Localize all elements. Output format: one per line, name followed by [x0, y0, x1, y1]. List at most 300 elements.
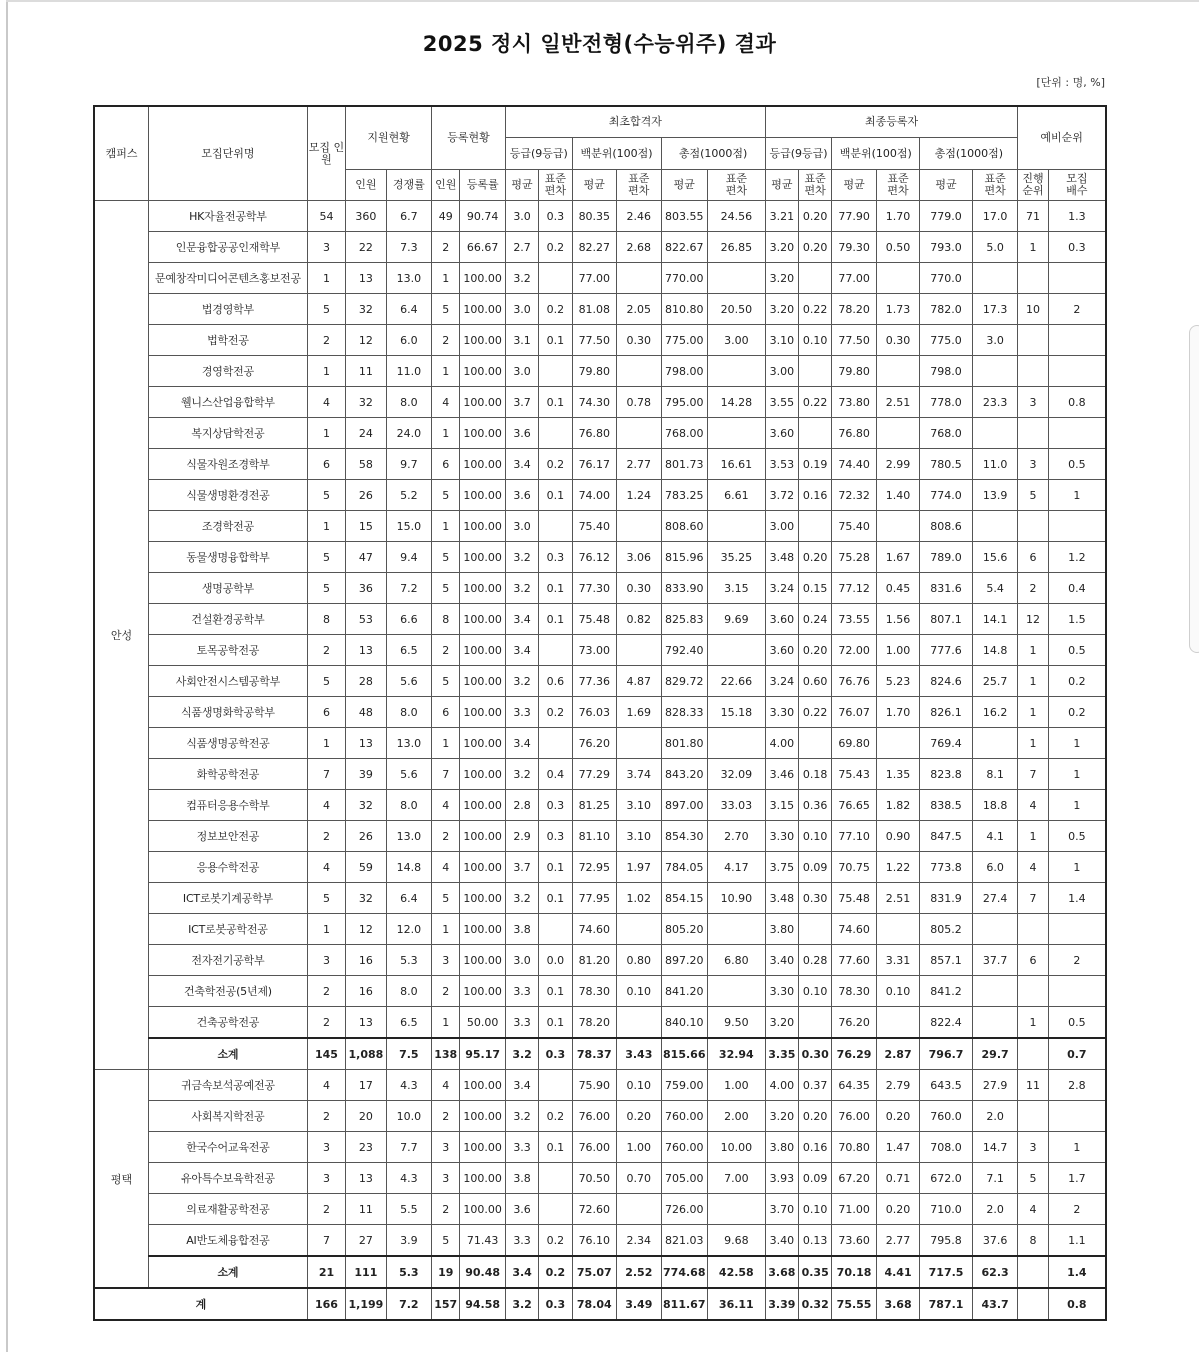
value-cell: 77.95 [572, 883, 616, 914]
value-cell: 854.15 [661, 883, 707, 914]
value-cell: 3.10 [617, 790, 661, 821]
value-cell: 100.00 [460, 697, 506, 728]
unit-name-cell: 의료재활공학전공 [149, 1194, 308, 1225]
value-cell: 3.2 [505, 1038, 538, 1070]
value-cell: 0.37 [799, 1070, 832, 1101]
value-cell: 3.4 [505, 1256, 538, 1288]
header-first-pct100: 백분위(100점) [572, 138, 661, 170]
value-cell: 0.10 [617, 1070, 661, 1101]
value-cell: 32 [346, 387, 386, 418]
value-cell: 71.00 [832, 1194, 876, 1225]
value-cell: 0.2 [539, 1256, 572, 1288]
value-cell: 28 [346, 666, 386, 697]
value-cell: 773.8 [920, 852, 973, 883]
value-cell: 8.0 [386, 697, 432, 728]
value-cell: 32.09 [708, 759, 766, 790]
value-cell: 14.28 [708, 387, 766, 418]
value-cell: 3 [432, 1163, 460, 1194]
value-cell: 3.60 [765, 418, 798, 449]
value-cell: 47 [346, 542, 386, 573]
value-cell: 1.73 [876, 294, 919, 325]
value-cell: 1 [432, 511, 460, 542]
value-cell: 3 [307, 232, 345, 263]
unit-name-cell: 경영학전공 [149, 356, 308, 387]
value-cell: 0.5 [1048, 449, 1106, 480]
header-final-pct100: 백분위(100점) [832, 138, 920, 170]
value-cell: 0.5 [1048, 635, 1106, 666]
value-cell: 3.0 [505, 511, 538, 542]
table-row [94, 1070, 1106, 1101]
value-cell [539, 1163, 572, 1194]
value-cell: 0.1 [539, 604, 572, 635]
value-cell: 2 [432, 821, 460, 852]
value-cell: 2.34 [617, 1225, 661, 1257]
value-cell: 0.3 [1048, 232, 1106, 263]
value-cell: 0.1 [539, 883, 572, 914]
header-sd: 표준 편차 [708, 170, 766, 201]
table-row [94, 697, 1106, 728]
unit-name-cell: 화학공학전공 [149, 759, 308, 790]
value-cell: 29.7 [972, 1038, 1018, 1070]
value-cell: 77.90 [832, 201, 876, 232]
header-first-total1000: 총점(1000점) [661, 138, 765, 170]
value-cell: 708.0 [920, 1132, 973, 1163]
value-cell: 825.83 [661, 604, 707, 635]
value-cell: 805.20 [661, 914, 707, 945]
value-cell: 672.0 [920, 1163, 973, 1194]
value-cell [708, 418, 766, 449]
value-cell: 3.1 [505, 325, 538, 356]
value-cell: 0.20 [617, 1101, 661, 1132]
header-reg-persons: 인원 [432, 170, 460, 201]
value-cell [876, 1007, 919, 1039]
value-cell: 73.60 [832, 1225, 876, 1257]
value-cell [972, 728, 1018, 759]
value-cell: 805.2 [920, 914, 973, 945]
value-cell: 2.7 [505, 232, 538, 263]
value-cell: 13 [346, 263, 386, 294]
value-cell: 3.70 [765, 1194, 798, 1225]
value-cell: 9.4 [386, 542, 432, 573]
value-cell: 3.80 [765, 914, 798, 945]
value-cell: 0.1 [539, 325, 572, 356]
table-row [94, 387, 1106, 418]
value-cell: 77.00 [572, 263, 616, 294]
value-cell [617, 511, 661, 542]
value-cell: 3.0 [505, 201, 538, 232]
unit-name-cell: 문예창작미디어콘텐츠홍보전공 [149, 263, 308, 294]
value-cell: 1.35 [876, 759, 919, 790]
value-cell: 2 [1048, 294, 1106, 325]
value-cell: 76.20 [832, 1007, 876, 1039]
value-cell: 22 [346, 232, 386, 263]
value-cell: 2.0 [972, 1101, 1018, 1132]
unit-name-cell: 토목공학전공 [149, 635, 308, 666]
results-table [93, 105, 1107, 1321]
value-cell: 0.6 [539, 666, 572, 697]
value-cell: 71 [1018, 201, 1048, 232]
value-cell: 13 [346, 1163, 386, 1194]
value-cell: 7 [307, 759, 345, 790]
value-cell: 11.0 [972, 449, 1018, 480]
value-cell: 81.10 [572, 821, 616, 852]
value-cell: 5 [432, 666, 460, 697]
header-first-grade9: 등급(9등급) [505, 138, 572, 170]
value-cell: 3.6 [505, 1194, 538, 1225]
value-cell: 5.3 [386, 945, 432, 976]
value-cell [876, 418, 919, 449]
value-cell: 7.2 [386, 573, 432, 604]
value-cell: 3.0 [972, 325, 1018, 356]
value-cell: 100.00 [460, 1070, 506, 1101]
value-cell: 6 [432, 449, 460, 480]
value-cell [617, 418, 661, 449]
value-cell: 75.48 [572, 604, 616, 635]
value-cell: 32 [346, 294, 386, 325]
table-row [94, 449, 1106, 480]
value-cell: 58 [346, 449, 386, 480]
value-cell [1048, 325, 1106, 356]
table-body [94, 201, 1106, 1321]
value-cell: 2.8 [505, 790, 538, 821]
value-cell [876, 263, 919, 294]
value-cell: 73.55 [832, 604, 876, 635]
value-cell [617, 1007, 661, 1039]
value-cell: 6.4 [386, 883, 432, 914]
table-row [94, 1163, 1106, 1194]
value-cell: 3.80 [765, 1132, 798, 1163]
value-cell: 778.0 [920, 387, 973, 418]
value-cell: 1.7 [1048, 1163, 1106, 1194]
value-cell: 795.00 [661, 387, 707, 418]
value-cell: 1.00 [617, 1132, 661, 1163]
value-cell: 100.00 [460, 356, 506, 387]
value-cell: 0.10 [799, 976, 832, 1007]
table-row [94, 232, 1106, 263]
value-cell: 2 [307, 976, 345, 1007]
value-cell: 2.77 [617, 449, 661, 480]
value-cell [799, 511, 832, 542]
value-cell: 3.4 [505, 635, 538, 666]
value-cell: 5 [307, 883, 345, 914]
table-row [94, 852, 1106, 883]
value-cell: 70.80 [832, 1132, 876, 1163]
value-cell: 23 [346, 1132, 386, 1163]
value-cell: 760.00 [661, 1132, 707, 1163]
value-cell: 1.40 [876, 480, 919, 511]
value-cell: 3.30 [765, 821, 798, 852]
value-cell: 0.30 [799, 1038, 832, 1070]
value-cell: 111 [346, 1256, 386, 1288]
value-cell [1018, 1288, 1048, 1320]
value-cell: 3.55 [765, 387, 798, 418]
value-cell: 3.75 [765, 852, 798, 883]
header-progress-rank: 진행 순위 [1018, 170, 1048, 201]
value-cell: 5 [307, 573, 345, 604]
value-cell: 66.67 [460, 232, 506, 263]
value-cell: 100.00 [460, 1132, 506, 1163]
value-cell: 1 [307, 511, 345, 542]
value-cell: 0.30 [876, 325, 919, 356]
value-cell [876, 914, 919, 945]
value-cell: 0.2 [539, 449, 572, 480]
value-cell: 1.24 [617, 480, 661, 511]
header-first-pass: 최초합격자 [505, 106, 765, 138]
value-cell: 0.5 [1048, 1007, 1106, 1039]
value-cell: 3.4 [505, 449, 538, 480]
value-cell: 5 [432, 883, 460, 914]
value-cell: 0.28 [799, 945, 832, 976]
value-cell: 3.6 [505, 480, 538, 511]
value-cell: 838.5 [920, 790, 973, 821]
value-cell: 1.00 [708, 1070, 766, 1101]
value-cell: 3.30 [765, 697, 798, 728]
value-cell: 78.30 [832, 976, 876, 1007]
value-cell: 3.35 [765, 1038, 798, 1070]
value-cell [1048, 418, 1106, 449]
value-cell: 7.1 [972, 1163, 1018, 1194]
value-cell: 4.3 [386, 1070, 432, 1101]
value-cell: 100.00 [460, 604, 506, 635]
table-row [94, 325, 1106, 356]
value-cell: 50.00 [460, 1007, 506, 1039]
value-cell: 6 [1018, 945, 1048, 976]
value-cell [1018, 1256, 1048, 1288]
value-cell: 810.80 [661, 294, 707, 325]
campus-cell: 안성 [94, 201, 149, 1070]
value-cell: 3 [432, 945, 460, 976]
value-cell: 3.20 [765, 263, 798, 294]
value-cell: 78.30 [572, 976, 616, 1007]
unit-name-cell: 법학전공 [149, 325, 308, 356]
value-cell: 1.70 [876, 201, 919, 232]
value-cell [799, 356, 832, 387]
header-apply: 지원현황 [346, 106, 432, 170]
value-cell: 0.82 [617, 604, 661, 635]
value-cell: 1 [1048, 790, 1106, 821]
value-cell: 8.1 [972, 759, 1018, 790]
value-cell [708, 1194, 766, 1225]
value-cell: 20 [346, 1101, 386, 1132]
value-cell: 3.2 [505, 1101, 538, 1132]
value-cell: 807.1 [920, 604, 973, 635]
value-cell: 5.0 [972, 232, 1018, 263]
value-cell: 77.60 [832, 945, 876, 976]
unit-name-cell: 건축학전공(5년제) [149, 976, 308, 1007]
unit-name-cell: 건축공학전공 [149, 1007, 308, 1039]
value-cell: 75.07 [572, 1256, 616, 1288]
value-cell: 1 [432, 1007, 460, 1039]
header-avg: 평균 [661, 170, 707, 201]
value-cell: 801.73 [661, 449, 707, 480]
value-cell [617, 356, 661, 387]
value-cell: 26 [346, 480, 386, 511]
value-cell: 1 [307, 418, 345, 449]
value-cell: 10 [1018, 294, 1048, 325]
value-cell: 840.10 [661, 1007, 707, 1039]
value-cell: 826.1 [920, 697, 973, 728]
value-cell: 5 [307, 542, 345, 573]
value-cell [799, 1007, 832, 1039]
value-cell: 3.8 [505, 914, 538, 945]
value-cell: 3.00 [765, 511, 798, 542]
header-register: 등록현황 [432, 106, 506, 170]
value-cell: 100.00 [460, 325, 506, 356]
value-cell: 1 [1018, 232, 1048, 263]
table-row [94, 1101, 1106, 1132]
value-cell [1048, 1101, 1106, 1132]
unit-name-cell: 응용수학전공 [149, 852, 308, 883]
value-cell: 4.87 [617, 666, 661, 697]
value-cell: 847.5 [920, 821, 973, 852]
value-cell: 1 [432, 356, 460, 387]
header-campus: 캠퍼스 [94, 106, 149, 201]
value-cell: 0.19 [799, 449, 832, 480]
value-cell: 1,199 [346, 1288, 386, 1320]
value-cell: 2 [307, 1101, 345, 1132]
value-cell: 0.10 [799, 325, 832, 356]
value-cell: 0.2 [1048, 666, 1106, 697]
value-cell: 70.50 [572, 1163, 616, 1194]
value-cell: 5 [307, 666, 345, 697]
value-cell: 3.43 [617, 1038, 661, 1070]
table-row [94, 294, 1106, 325]
table-row [94, 201, 1106, 232]
value-cell: 779.0 [920, 201, 973, 232]
value-cell: 74.60 [832, 914, 876, 945]
value-cell: 0.09 [799, 852, 832, 883]
value-cell: 3.39 [765, 1288, 798, 1320]
value-cell: 76.00 [572, 1132, 616, 1163]
unit-name-cell: 한국수어교육전공 [149, 1132, 308, 1163]
value-cell: 24.0 [386, 418, 432, 449]
unit-name-cell: 사회안전시스템공학부 [149, 666, 308, 697]
value-cell: 77.50 [832, 325, 876, 356]
value-cell: 843.20 [661, 759, 707, 790]
value-cell: 9.7 [386, 449, 432, 480]
value-cell: 6.4 [386, 294, 432, 325]
value-cell: 5.3 [386, 1256, 432, 1288]
value-cell: 0.80 [617, 945, 661, 976]
value-cell: 14.8 [972, 635, 1018, 666]
value-cell: 0.36 [799, 790, 832, 821]
value-cell: 4.41 [876, 1256, 919, 1288]
value-cell: 10.00 [708, 1132, 766, 1163]
value-cell: 70.75 [832, 852, 876, 883]
value-cell: 0.22 [799, 387, 832, 418]
value-cell: 3 [1018, 387, 1048, 418]
header-sd: 표준 편차 [617, 170, 661, 201]
value-cell: 42.58 [708, 1256, 766, 1288]
value-cell: 5 [432, 480, 460, 511]
value-cell: 3.20 [765, 1007, 798, 1039]
value-cell: 76.80 [572, 418, 616, 449]
value-cell: 13.0 [386, 263, 432, 294]
value-cell: 1,088 [346, 1038, 386, 1070]
value-cell: 4 [307, 852, 345, 883]
value-cell: 5 [307, 294, 345, 325]
value-cell: 643.5 [920, 1070, 973, 1101]
value-cell: 0.3 [539, 1288, 572, 1320]
table-row [94, 635, 1106, 666]
value-cell: 0.22 [799, 697, 832, 728]
value-cell: 7 [432, 759, 460, 790]
value-cell: 4 [1018, 852, 1048, 883]
value-cell: 3.72 [765, 480, 798, 511]
value-cell [539, 635, 572, 666]
value-cell: 78.20 [572, 1007, 616, 1039]
value-cell: 35.25 [708, 542, 766, 573]
value-cell: 4 [307, 1070, 345, 1101]
value-cell: 3.93 [765, 1163, 798, 1194]
unit-name-cell: 전자전기공학부 [149, 945, 308, 976]
value-cell: 138 [432, 1038, 460, 1070]
header-apply-persons: 인원 [346, 170, 386, 201]
value-cell: 77.30 [572, 573, 616, 604]
value-cell: 6 [432, 697, 460, 728]
value-cell: 15 [346, 511, 386, 542]
value-cell: 5 [432, 1225, 460, 1257]
value-cell: 100.00 [460, 449, 506, 480]
unit-name-cell: 동물생명융합학부 [149, 542, 308, 573]
value-cell: 2 [432, 325, 460, 356]
value-cell: 6.5 [386, 1007, 432, 1039]
value-cell: 75.55 [832, 1288, 876, 1320]
value-cell: 3.10 [617, 821, 661, 852]
value-cell: 4.00 [765, 1070, 798, 1101]
unit-name-cell: 소계 [149, 1256, 308, 1288]
value-cell: 793.0 [920, 232, 973, 263]
value-cell: 3.3 [505, 976, 538, 1007]
value-cell: 854.30 [661, 821, 707, 852]
value-cell: 0.60 [799, 666, 832, 697]
value-cell: 759.00 [661, 1070, 707, 1101]
value-cell: 6.6 [386, 604, 432, 635]
value-cell: 801.80 [661, 728, 707, 759]
value-cell: 15.6 [972, 542, 1018, 573]
value-cell: 12 [346, 325, 386, 356]
value-cell: 777.6 [920, 635, 973, 666]
value-cell: 0.4 [1048, 573, 1106, 604]
value-cell: 77.29 [572, 759, 616, 790]
value-cell: 1 [1018, 728, 1048, 759]
value-cell [708, 263, 766, 294]
value-cell: 770.0 [920, 263, 973, 294]
value-cell: 1.67 [876, 542, 919, 573]
value-cell: 17 [346, 1070, 386, 1101]
value-cell: 76.17 [572, 449, 616, 480]
header-sd: 표준 편차 [972, 170, 1018, 201]
value-cell [1018, 263, 1048, 294]
header-avg: 평균 [765, 170, 798, 201]
value-cell: 0.1 [539, 1007, 572, 1039]
value-cell: 360 [346, 201, 386, 232]
value-cell: 73.80 [832, 387, 876, 418]
value-cell: 4 [307, 790, 345, 821]
value-cell: 95.17 [460, 1038, 506, 1070]
scroll-handle[interactable] [1189, 325, 1199, 653]
value-cell: 5 [1018, 1163, 1048, 1194]
value-cell: 2.8 [1048, 1070, 1106, 1101]
value-cell: 705.00 [661, 1163, 707, 1194]
unit-name-cell: 사회복지학전공 [149, 1101, 308, 1132]
value-cell: 0.3 [539, 790, 572, 821]
value-cell: 5.6 [386, 666, 432, 697]
value-cell: 73.00 [572, 635, 616, 666]
value-cell: 5 [307, 480, 345, 511]
value-cell: 2.51 [876, 387, 919, 418]
value-cell: 15.18 [708, 697, 766, 728]
